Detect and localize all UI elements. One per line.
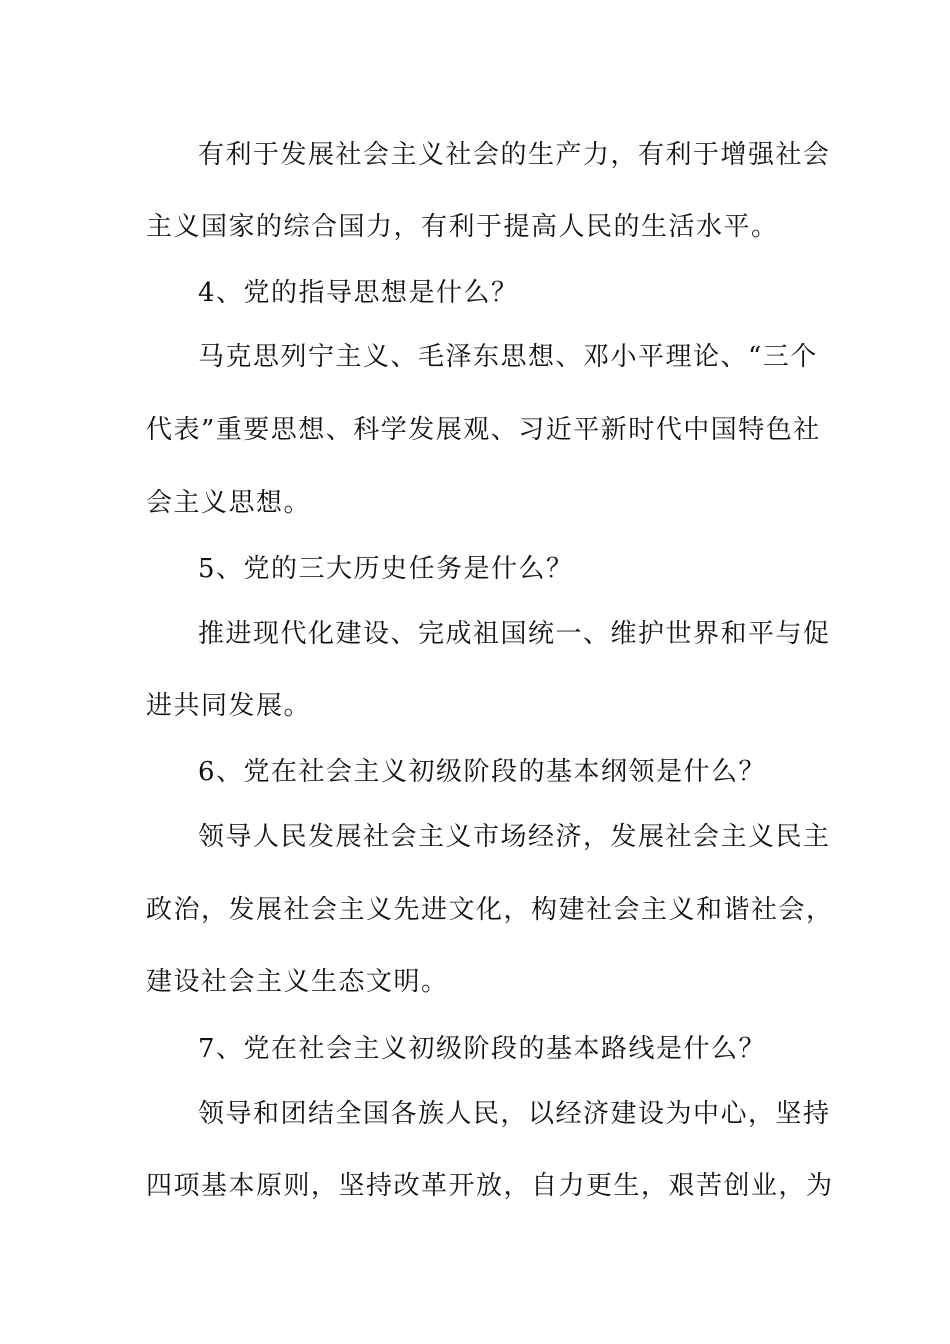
paragraph-line: 会主义思想。 [146,488,312,518]
paragraph-line: 有利于发展社会主义社会的生产力，有利于增强社会 [198,140,831,170]
paragraph-line: 建设社会主义生态文明。 [146,967,449,997]
paragraph-line: 代表”重要思想、科学发展观、习近平新时代中国特色社 [146,415,821,445]
paragraph-line: 马克思列宁主义、毛泽东思想、邓小平理论、“三个 [198,342,818,372]
question-heading: 7、党在社会主义初级阶段的基本路线是什么？ [198,1034,767,1064]
paragraph-line: 领导人民发展社会主义市场经济，发展社会主义民主 [198,822,831,852]
question-heading: 6、党在社会主义初级阶段的基本纲领是什么？ [198,757,767,787]
paragraph-line: 主义国家的综合国力，有利于提高人民的生活水平。 [146,212,779,242]
question-heading: 5、党的三大历史任务是什么？ [198,554,574,584]
paragraph-line: 四项基本原则，坚持改革开放，自力更生，艰苦创业，为 [146,1171,834,1201]
paragraph-line: 推进现代化建设、完成祖国统一、维护世界和平与促 [198,619,831,649]
paragraph-line: 领导和团结全国各族人民，以经济建设为中心，坚持 [198,1099,831,1129]
paragraph-line: 政治，发展社会主义先进文化，构建社会主义和谐社会， [146,895,834,925]
paragraph-line: 进共同发展。 [146,691,312,721]
question-heading: 4、党的指导思想是什么？ [198,278,519,308]
